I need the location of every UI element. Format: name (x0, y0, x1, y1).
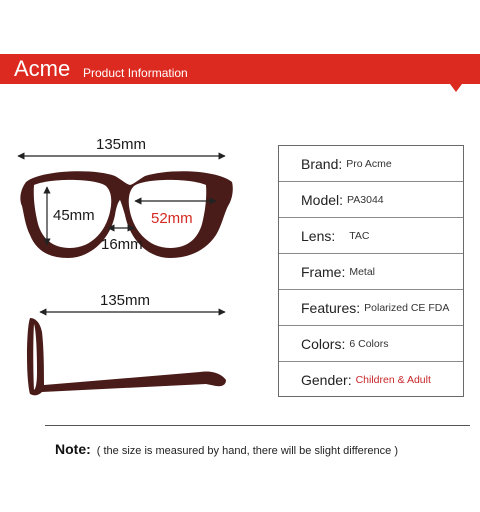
front-width-label: 135mm (96, 136, 147, 153)
spec-row-model (279, 182, 463, 218)
note-divider (45, 425, 470, 426)
spec-table (278, 145, 464, 397)
spec-value: Polarized CE FDA (364, 301, 450, 314)
brand-logo-text: Acme (14, 56, 71, 81)
spec-value: Pro Acme (346, 157, 392, 170)
spec-key: Colors: (301, 335, 346, 352)
spec-value: PA3044 (347, 193, 384, 206)
spec-value: Children & Adult (355, 374, 431, 386)
spec-key: Lens: (301, 227, 336, 244)
spec-key: Brand: (301, 155, 343, 172)
spec-key: Frame: (301, 263, 346, 280)
spec-value: Metal (349, 265, 376, 278)
spec-row-lens (279, 218, 463, 254)
spec-key: Gender: (301, 372, 352, 388)
spec-value: 6 Colors (349, 337, 389, 350)
spec-row-gender (279, 362, 463, 398)
spec-row-features (279, 290, 463, 326)
spec-row-brand (279, 146, 463, 182)
temple-length-label: 135mm (100, 292, 151, 309)
lens-width-label: 52mm (151, 210, 193, 227)
header-subtitle: Product Information (83, 66, 188, 80)
spec-row-frame (279, 254, 463, 290)
spec-key: Model: (301, 191, 344, 208)
note-text: ( the size is measured by hand, there will be slight difference ) (96, 445, 399, 457)
note-label: Note: (55, 441, 91, 457)
spec-value: TAC (349, 229, 370, 242)
bridge-label: 16mm (101, 236, 143, 253)
spec-row-colors (279, 326, 463, 362)
lens-height-label: 45mm (53, 207, 95, 224)
note (55, 441, 398, 457)
glasses-side-frame (27, 318, 226, 395)
spec-key: Features: (301, 299, 361, 316)
